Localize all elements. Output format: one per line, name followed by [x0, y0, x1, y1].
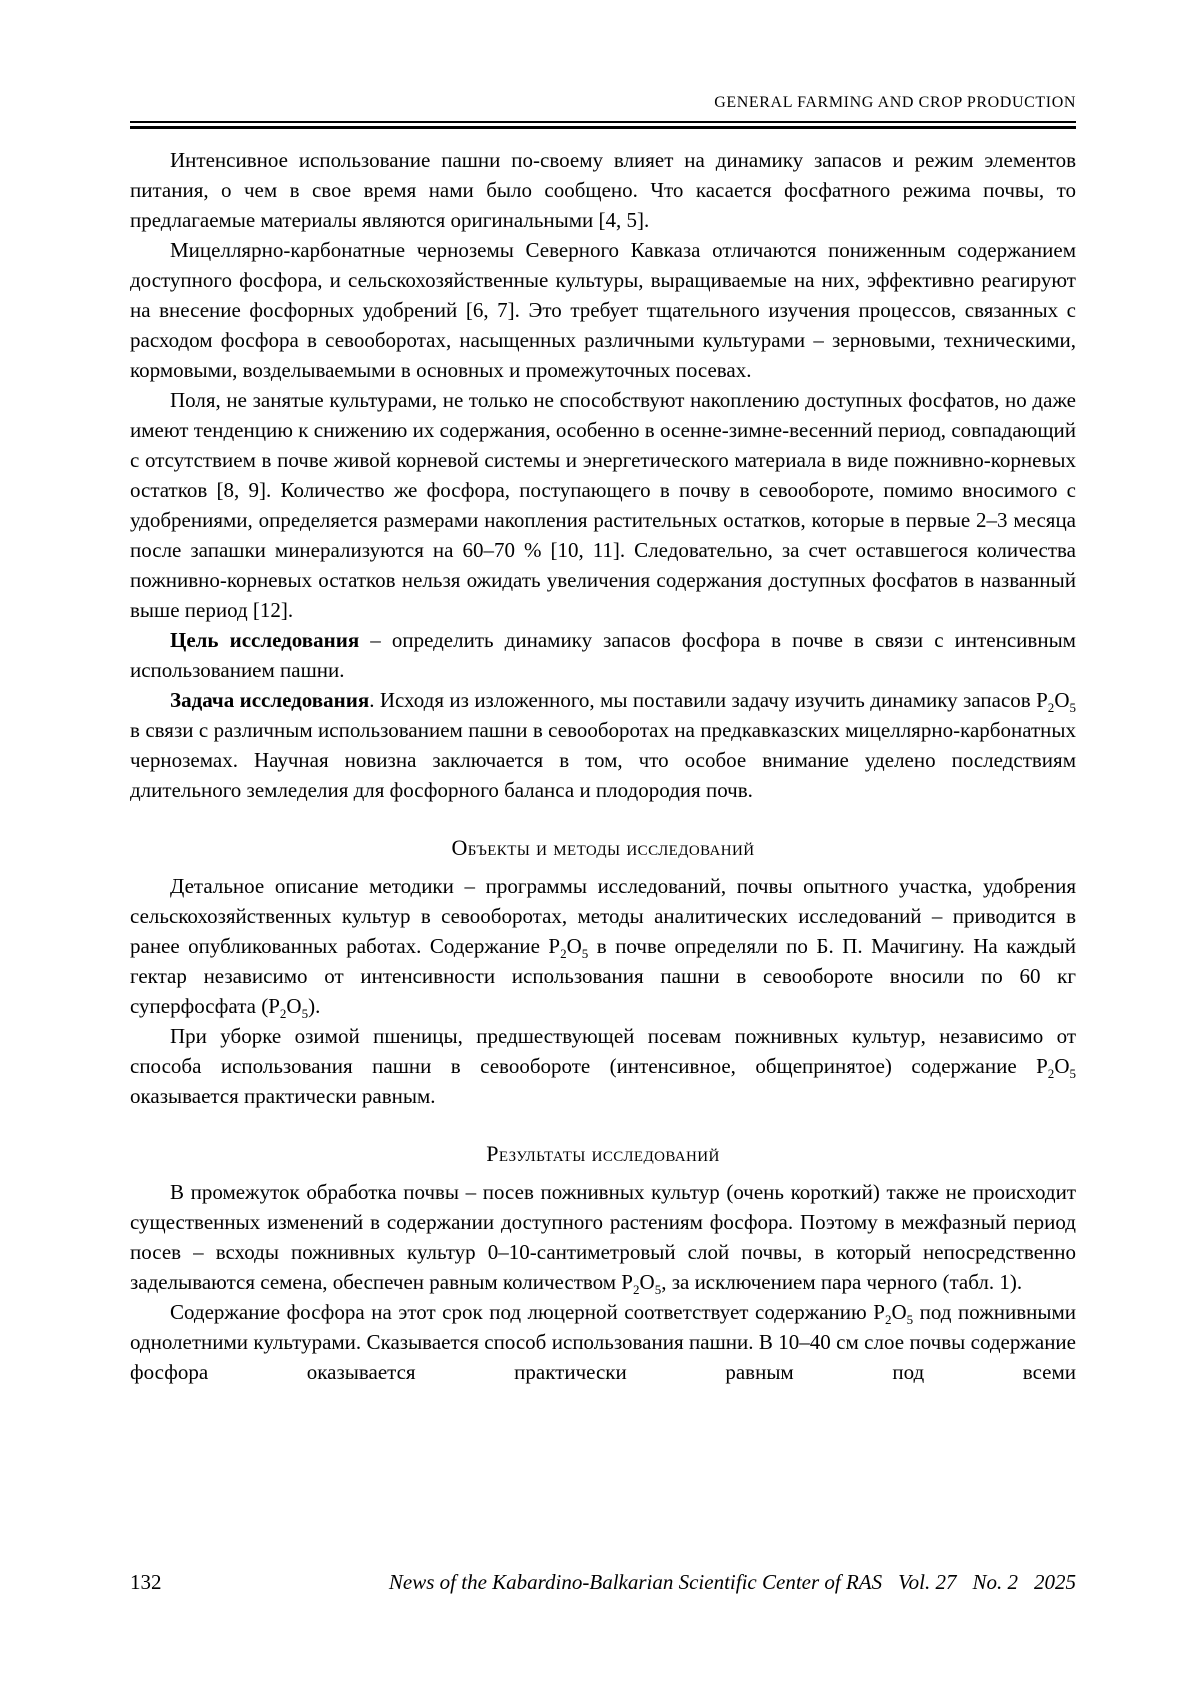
text-run: в связи с различным использованием пашни в севооборотах на предкавказских мицеллярно-карбонатных черноземах. Научная новизна заключается в том, что особое внимание уделено последствиям длительного земледелия для фосфорного баланса и плодородия почв. — [130, 718, 1076, 802]
paragraph — [130, 1021, 1076, 1111]
bold-run: Задача исследования — [170, 688, 370, 712]
subscript: 2 — [1047, 1066, 1055, 1082]
text-run: O — [566, 934, 582, 958]
text-run: ). — [308, 994, 321, 1018]
section-heading: Результаты исследований — [486, 1141, 720, 1166]
text-run: В промежуток обработка почвы – посев пожнивных культур (очень короткий) также не происходит существенных изменений в содержании доступного растениям фосфора. Поэтому в межфазный период посев – всходы пожнивных культур 0–10-сантиметровый слой почвы, в который непосредственно заделываются семена, обеспечен равным количеством P — [130, 1180, 1076, 1294]
subscript: 5 — [1069, 700, 1076, 716]
text-run: оказывается практически равным. — [130, 1084, 436, 1108]
text-run: O — [891, 1300, 907, 1324]
subscript: 2 — [884, 1312, 892, 1328]
running-head: GENERAL FARMING AND CROP PRODUCTION — [714, 94, 1076, 111]
article-body — [130, 145, 1076, 1387]
text-run: Интенсивное использование пашни по-своему влияет на динамику запасов и режим элементов питания, о чем в свое время нами было сообщено. Что касается фосфатного режима почвы, то предлагаемые материалы являются оригинальными [4, 5]. — [130, 148, 1076, 232]
paragraph — [130, 871, 1076, 1021]
subscript: 2 — [1047, 700, 1055, 716]
text-run: Поля, не занятые культурами, не только не способствуют накоплению доступных фосфатов, но даже имеют тенденцию к снижению их содержания, особенно в осенне-зимне-весенний период, совпадающий с отсутствием в почве живой корневой системы и энергетического материала в виде пожнивно-корневых остатков [8, 9]. Количество же фосфора, поступающего в почву в севообороте, помимо вносимого с удобрениями, определяется размерами накопления растительных остатков, которые в первые 2–3 месяца после запашки минерализуются на 60–70 % [10, 11]. Следовательно, за счет оставшегося количества пожнивно-корневых остатков нельзя ожидать увеличения содержания доступных фосфатов в названный выше период [12]. — [130, 388, 1076, 622]
paragraph — [130, 235, 1076, 385]
text-run: в почве определяли по Б. П. Мачигину. На каждый гектар независимо от интенсивности использования пашни в севообороте вносили по 60 кг суперфосфата (P — [130, 934, 1076, 1018]
text-run: При уборке озимой пшеницы, предшествующей посевам пожнивных культур, независимо от способа использования пашни в севообороте (интенсивное, общепринятое) содержание P — [130, 1024, 1076, 1078]
text-run: O — [639, 1270, 655, 1294]
page-content — [130, 94, 1076, 1387]
paragraph — [130, 625, 1076, 685]
paragraph — [130, 1177, 1076, 1297]
subscript: 2 — [560, 946, 567, 962]
subscript: 5 — [1069, 1066, 1076, 1082]
page-number: 132 — [130, 1570, 162, 1594]
header-rule — [130, 121, 1076, 129]
text-run: Содержание фосфора на этот срок под люцерной соответствует содержанию P — [170, 1300, 885, 1324]
paragraph — [130, 1297, 1076, 1387]
text-run: Детальное описание методики – программы исследований, почвы опытного участка, удобрения сельскохозяйственных культур в севооборотах, методы аналитических исследований – приводится в ранее опубликованных работах. Содержание P — [130, 874, 1076, 958]
journal-volume: Vol. 27 — [898, 1570, 957, 1594]
page-footer — [130, 1568, 1076, 1596]
section-heading: Объекты и методы исследований — [451, 835, 755, 860]
text-run: O — [286, 994, 302, 1018]
text-run: Мицеллярно-карбонатные черноземы Северного Кавказа отличаются пониженным содержанием доступного фосфора, и сельскохозяйственные культуры, выращиваемые на них, эффективно реагируют на внесение фосфорных удобрений [6, 7]. Это требует тщательного изучения процессов, связанных с расходом фосфора в севооборотах, насыщенных различными культурами – зерновыми, техническими, кормовыми, возделываемыми в основных и промежуточных посевах. — [130, 238, 1076, 382]
text-run: , за исключением пара черного (табл. 1). — [661, 1270, 1023, 1294]
subscript: 2 — [633, 1282, 640, 1298]
journal-issue: No. 2 — [972, 1570, 1018, 1594]
journal-reference — [389, 1568, 1076, 1596]
paragraph — [130, 685, 1076, 805]
text-run: – определить динамику запасов фосфора в почве в связи с интенсивным использованием пашни. — [130, 628, 1076, 682]
paragraph — [130, 385, 1076, 625]
text-run: O — [1054, 1054, 1070, 1078]
journal-title: News of the Kabardino-Balkarian Scientific Center of RAS — [388, 1570, 883, 1594]
paragraph — [130, 145, 1076, 235]
text-run: . Исходя из изложенного, мы поставили задачу изучить динамику запасов P — [369, 688, 1048, 712]
text-run: под пожнивными однолетними культурами. Сказывается способ использования пашни. В 10–40 см слое почвы содержание фосфора оказывается практически равным под всеми — [130, 1300, 1077, 1384]
subscript: 2 — [279, 1006, 287, 1022]
subscript: 5 — [301, 1006, 309, 1022]
text-run: O — [1054, 688, 1070, 712]
subscript: 5 — [581, 946, 589, 962]
journal-year: 2025 — [1034, 1570, 1076, 1594]
subscript: 5 — [654, 1282, 662, 1298]
bold-run: Цель исследования — [170, 628, 360, 652]
subscript: 5 — [906, 1312, 914, 1328]
